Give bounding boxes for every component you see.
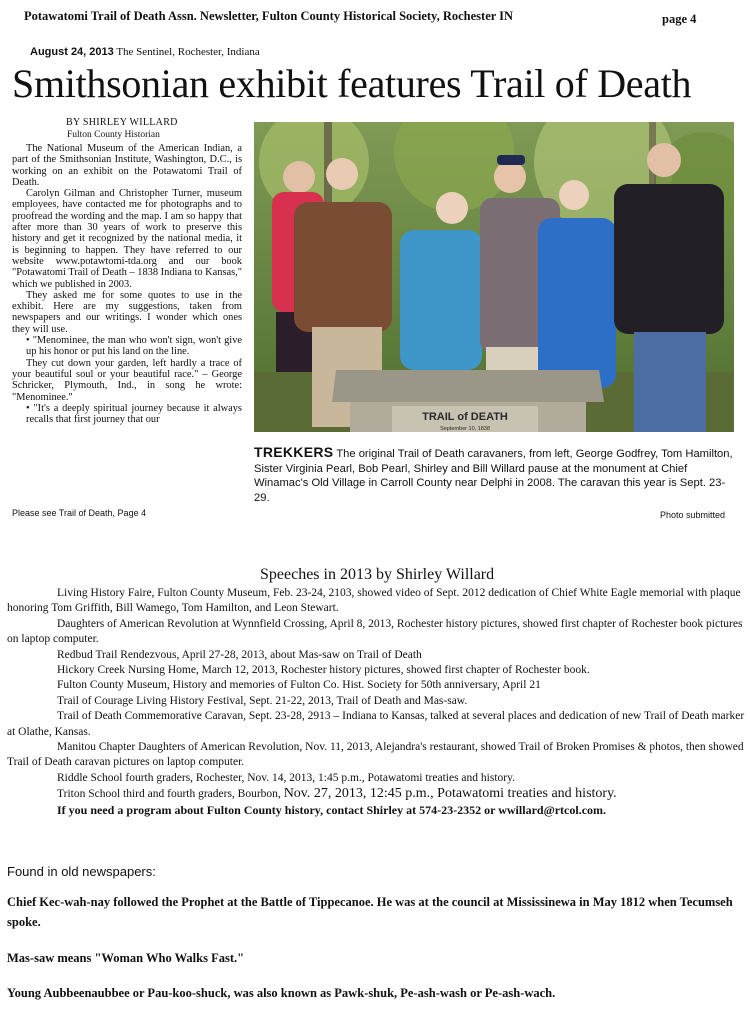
article-bullet: • "Menominee, the man who won't sign, won't give up his honor or put his land on the line. (26, 335, 242, 358)
trekkers-photo (254, 122, 734, 432)
monument-text: TRAIL of DEATH (422, 411, 508, 423)
photo-credit: Photo submitted (660, 510, 726, 520)
speech-item: Trail of Death Commemorative Caravan, Sept. 23-28, 2913 – Indiana to Kansas, talked at several places and dedication of new Trail of Death marker at Olathe, Kansas. (7, 710, 745, 738)
byline-title: Fulton County Historian (67, 130, 160, 140)
clipping-date: August 24, 2013 (30, 46, 114, 58)
article-bullet: • "It's a deeply spiritual journey because it always recalls that first journey that our (26, 402, 242, 426)
article-body (12, 143, 242, 505)
found-item: Young Aubbeenaubbee or Pau-koo-shuck, was also known as Pawk-shuk, Pe-ash-wash or Pe-ash-wach. (7, 986, 556, 1000)
speech-item: Daughters of American Revolution at Wynnfield Crossing, April 8, 2013, Rochester history pictures, showed first chapter of Rochester book pictures on laptop computer. (7, 617, 743, 646)
speech-item: Riddle School fourth graders, Rochester, Nov. 14, 2013, 1:45 p.m., Potawatomi treaties and history. (57, 771, 515, 784)
caption-lead: TREKKERS (254, 444, 334, 460)
page-number: page 4 (662, 12, 697, 26)
speech-item: Living History Faire, Fulton County Museum, Feb. 23-24, 2103, showed video of Sept. 2012 dedication of Chief White Eagle memorial with plaque honoring Tom Griffith, Bill Wamego, Tom Hamilton, and Leon Stewart. (7, 587, 741, 615)
speeches-title: Speeches in 2013 by Shirley Willard (260, 566, 495, 583)
found-item: Chief Kec-wah-nay followed the Prophet at the Battle of Tippecanoe. He was at the council at Mississinewa in May 1812 when Tecumseh spoke. (7, 895, 733, 929)
continued-note: Please see Trail of Death, Page 4 (12, 508, 147, 518)
photo-caption (254, 445, 736, 505)
speech-list (7, 586, 747, 818)
clipping-source: The Sentinel, Rochester, Indiana (116, 46, 260, 58)
speech-item: Manitou Chapter Daughters of American Revolution, Nov. 11, 2013, Alejandra's restaurant, showed Trail of Broken Promises & photos, then showed Trail of Death caravan pictures on laptop computer. (7, 741, 744, 769)
article-paragraph: The National Museum of the American Indian, a part of the Smithsonian Institute, Washington, D.C., is working on an exhibit on the Potawatomi Trail of Death. (12, 143, 242, 188)
article-paragraph: Carolyn Gilman and Christopher Turner, museum employees, have contacted me for photographs and to proofread the wording and the map. I am so happy that after more than 30 years of work to preserve this history and get it recognized by the national media, it is beginning to happen. They have referred to our website www.potawtomi-tda.org and our book "Potawatomi Trail of Death – 1838 Indiana to Kansas," which we published in 2003. (12, 188, 242, 290)
contact-line: If you need a program about Fulton County history, contact Shirley at 574-23-2352 or wwillard@rtcol.com. (57, 802, 607, 817)
speech-item: Trail of Courage Living History Festival, Sept. 21-22, 2013, Trail of Death and Mas-saw. (57, 694, 468, 707)
found-title: Found in old newspapers: (7, 864, 156, 879)
headline: Smithsonian exhibit features Trail of Death (12, 61, 692, 106)
monument-date: September 10, 1838 (440, 426, 490, 432)
article-paragraph: They asked me for some quotes to use in the exhibit. Here are my suggestions, taken from newspapers and our writings. I wonder which ones they will use. (12, 289, 242, 335)
article-paragraph: They cut down your garden, left hardly a trace of your beautiful soul or your beautiful race." – George Schricker, Plymouth, Ind., in song he wrote: "Menominee." (12, 357, 242, 403)
newsletter-header: Potawatomi Trail of Death Assn. Newsletter, Fulton County Historical Society, Rochester IN (24, 9, 514, 23)
found-item: Mas-saw means "Woman Who Walks Fast." (7, 951, 245, 965)
speech-item: Hickory Creek Nursing Home, March 12, 2013, Rochester history pictures, showed first chapter of Rochester book. (57, 664, 590, 677)
speech-item: Redbud Trail Rendezvous, April 27-28, 2013, about Mas-saw on Trail of Death (57, 648, 422, 661)
byline: BY SHIRLEY WILLARD (66, 117, 178, 128)
speech-item: Fulton County Museum, History and memories of Fulton Co. Hist. Society for 50th anniversary, April 21 (57, 679, 541, 692)
speech-item: Triton School third and fourth graders, Bourbon, Nov. 27, 2013, 12:45 p.m., Potawatomi treaties and history. (57, 786, 617, 802)
dateline (30, 46, 260, 58)
caption-text: The original Trail of Death caravaners, from left, George Godfrey, Tom Hamilton, Sister Virginia Pearl, Bob Pearl, Shirley and Bill Willard pause at the monument at Chief Winamac's Old Village in Carroll County near Delphi in 2008. The caravan this year is Sept. 23-29. (254, 448, 733, 504)
